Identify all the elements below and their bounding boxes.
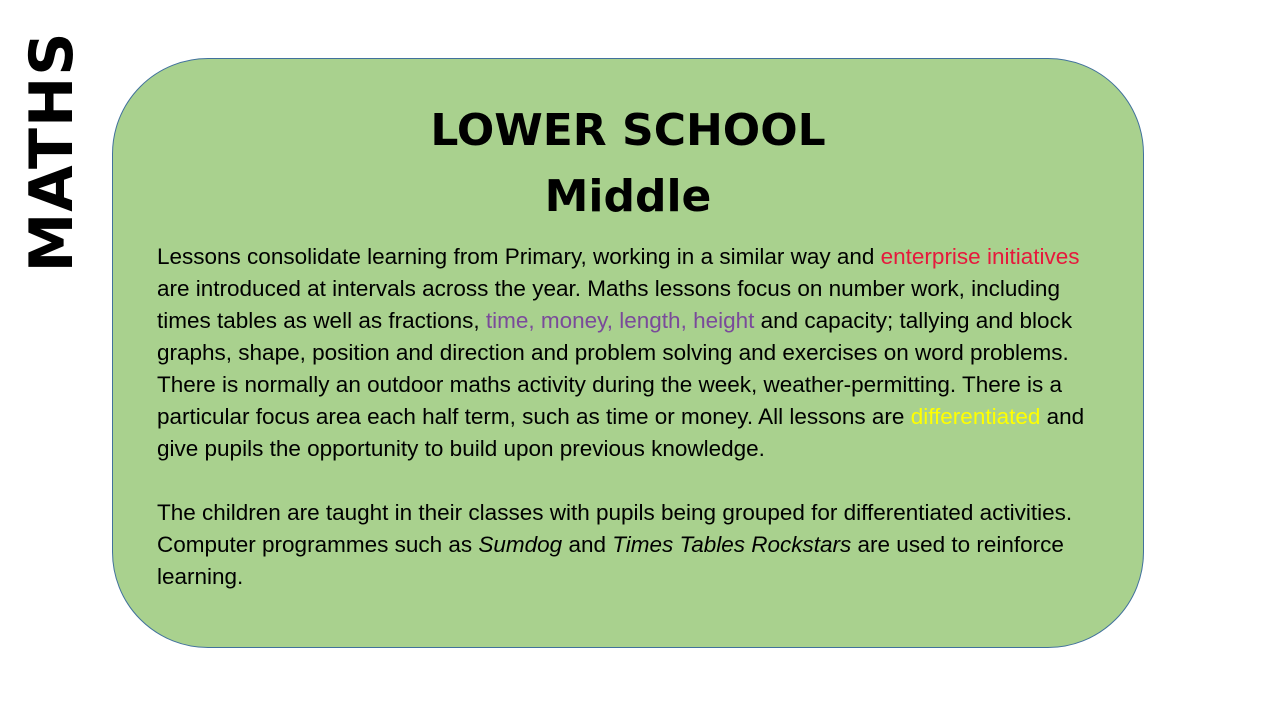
program-times-tables-rockstars: Times Tables Rockstars: [612, 532, 852, 557]
content-card: [112, 58, 1144, 648]
side-title: MATHS: [17, 31, 87, 273]
paragraph-1-text-3: and capacity; tallying and block graphs, shape, position and direction and problem solving and exercises on word problems. There is normally an outdoor maths activity during the week, weather-permitting. There is a particular focus area each half term, such as time or money. All lessons are: [157, 308, 1073, 429]
paragraph-2-text-2: and: [562, 532, 613, 557]
paragraph-2-text-1: The children are taught in their classes with pupils being grouped for differentiated activities. Computer programmes such as: [157, 500, 1073, 557]
paragraph-1-text-1: Lessons consolidate learning from Primary, working in a similar way and: [157, 244, 881, 269]
highlight-differentiated: differentiated: [910, 404, 1041, 429]
paragraph-2: [157, 497, 1107, 593]
paragraph-1: [157, 241, 1107, 465]
heading-middle: Middle: [544, 171, 712, 222]
heading-lower-school: LOWER SCHOOL: [430, 105, 826, 156]
highlight-enterprise-initiatives: enterprise initiatives: [880, 244, 1080, 269]
highlight-measures: time, money, length, height: [485, 308, 755, 333]
paragraph-2-text-3: are used to reinforce learning.: [157, 532, 1064, 589]
paragraph-1-text-4: and give pupils the opportunity to build upon previous knowledge.: [157, 404, 1085, 461]
paragraph-1-text-2: are introduced at intervals across the year. Maths lessons focus on number work, including times tables as well as fractions,: [157, 276, 1060, 333]
program-sumdog: Sumdog: [478, 532, 563, 557]
body-text: [157, 241, 1107, 593]
